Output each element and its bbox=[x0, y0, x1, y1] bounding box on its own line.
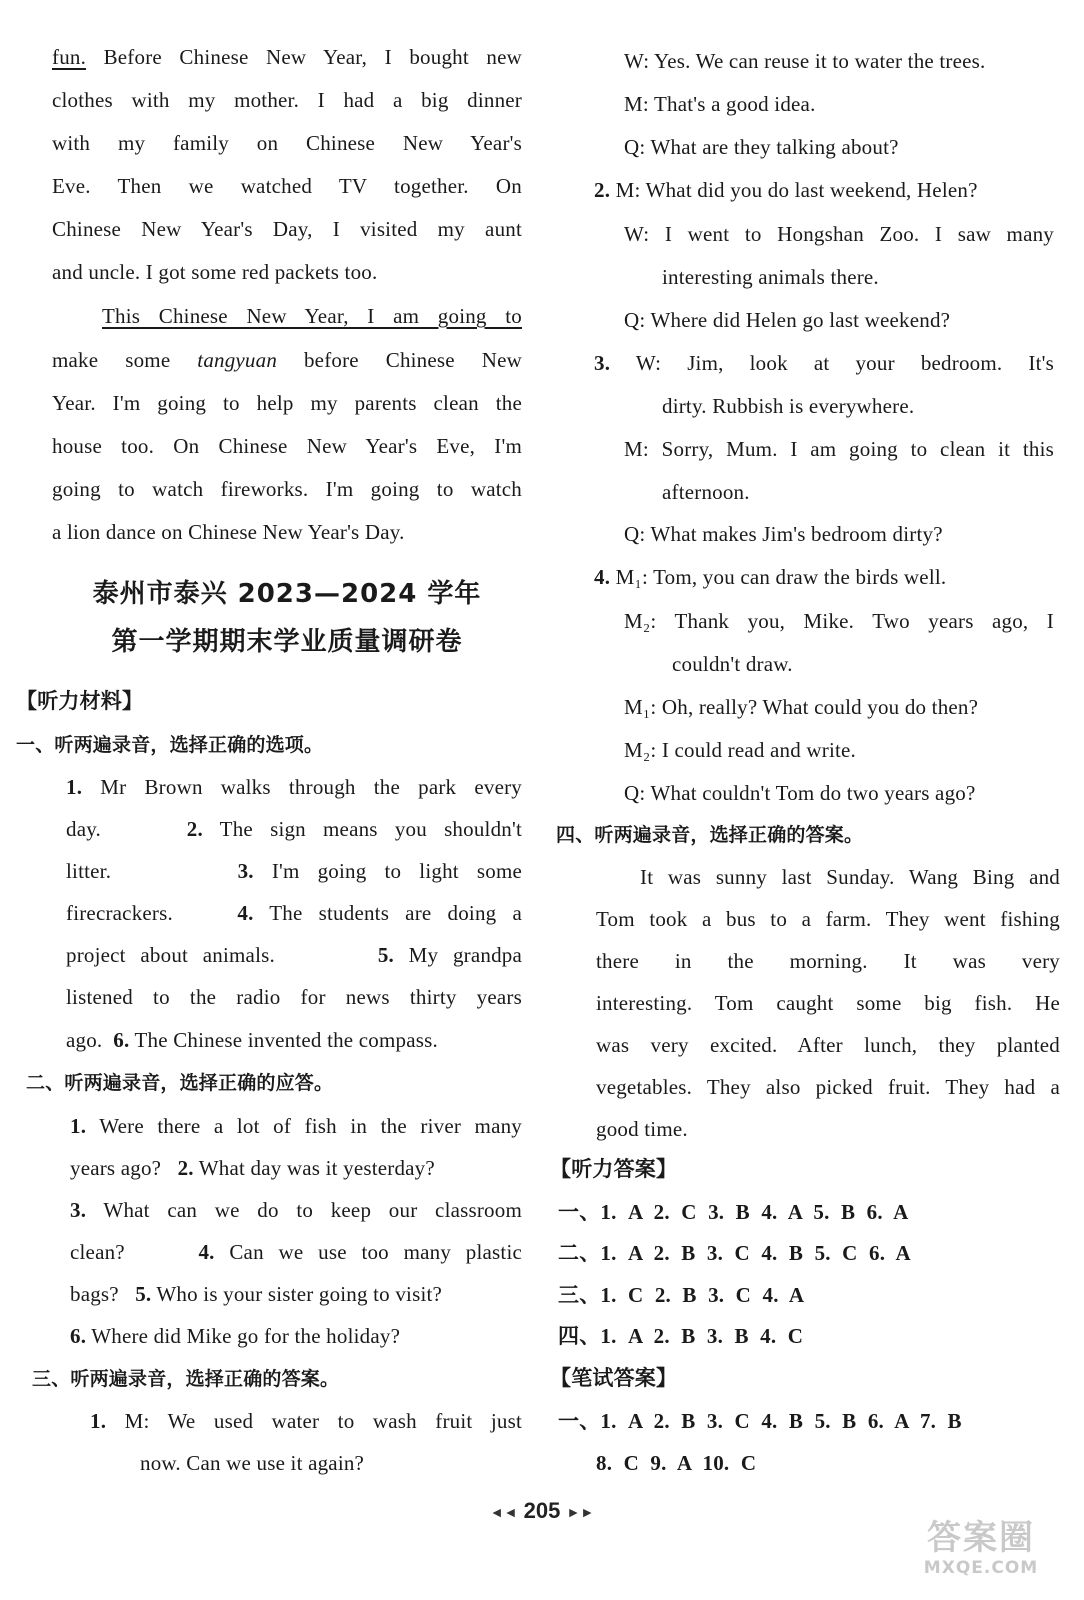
sec3-line: now. Can we use it again? bbox=[140, 1451, 365, 1475]
passage-line: there in the morning. It was very bbox=[596, 949, 1060, 973]
next-arrows-icon: ►► bbox=[566, 1504, 595, 1521]
listening-material-header: 【听力材料】 bbox=[16, 689, 144, 713]
listening-answers-header: 【听力答案】 bbox=[550, 1157, 678, 1181]
exam-title-line-2: 第一学期期末学业质量调研卷 bbox=[111, 627, 463, 657]
exam-title-line-1: 泰州市泰兴 2023—2024 学年 bbox=[92, 579, 482, 609]
page-number: 205 bbox=[523, 1498, 561, 1523]
essay-line: clothes with my mother. I had a big dinner bbox=[52, 88, 522, 112]
essay-line: Chinese New Year's Day, I visited my aunt bbox=[52, 217, 522, 241]
dialogue-line: Q: What are they talking about? bbox=[624, 135, 899, 159]
section-4-heading: 四、听两遍录音，选择正确的答案。 bbox=[556, 824, 864, 846]
watermark-logo-text: 答案圈 bbox=[927, 1518, 1035, 1558]
dialogue-line: 3. W: Jim, look at your bedroom. It's bbox=[594, 351, 1054, 375]
passage-line: vegetables. They also picked fruit. They had a bbox=[596, 1075, 1060, 1099]
answer-row: 一、1. A 2. C 3. B 4. A 5. B 6. A bbox=[558, 1200, 909, 1224]
sec3-line: 1. M: We used water to wash fruit just bbox=[90, 1409, 522, 1433]
dialogue-line: 4. M₁: Tom, you can draw the birds well. bbox=[594, 565, 947, 589]
sec1-line: 1. Mr Brown walks through the park every bbox=[66, 775, 522, 799]
essay-line: going to watch fireworks. I'm going to watch bbox=[52, 477, 522, 501]
sec1-line: litter. 3. I'm going to light some bbox=[66, 859, 522, 883]
prev-arrows-icon: ◄◄ bbox=[489, 1504, 518, 1521]
dialogue-line: W: Yes. We can reuse it to water the trees. bbox=[624, 49, 986, 73]
sec1-line: project about animals. 5. My grandpa bbox=[66, 943, 522, 967]
answer-row: 三、1. C 2. B 3. C 4. A bbox=[558, 1283, 805, 1307]
essay-line: house too. On Chinese New Year's Eve, I'm bbox=[52, 434, 522, 458]
sec2-line: years ago? 2. What day was it yesterday? bbox=[70, 1156, 435, 1180]
sec2-line: 3. What can we do to keep our classroom bbox=[70, 1198, 522, 1222]
dialogue-line: Q: What couldn't Tom do two years ago? bbox=[624, 781, 976, 805]
passage-line: Tom took a bus to a farm. They went fishing bbox=[596, 907, 1060, 931]
dialogue-line: M: That's a good idea. bbox=[624, 92, 816, 116]
watermark-domain: MXQE.COM bbox=[923, 1558, 1039, 1578]
answer-row: 一、1. A 2. B 3. C 4. B 5. B 6. A 7. B bbox=[558, 1409, 962, 1433]
passage-line: interesting. Tom caught some big fish. He bbox=[596, 991, 1060, 1015]
passage-line: good time. bbox=[596, 1117, 688, 1141]
essay-line: a lion dance on Chinese New Year's Day. bbox=[52, 520, 405, 544]
dialogue-line: M₂: Thank you, Mike. Two years ago, I bbox=[624, 609, 1054, 633]
section-2-heading: 二、听两遍录音，选择正确的应答。 bbox=[26, 1072, 334, 1094]
italic-word: tangyuan bbox=[197, 348, 278, 372]
section-1-heading: 一、听两遍录音，选择正确的选项。 bbox=[16, 734, 324, 756]
sec1-line: listened to the radio for news thirty years bbox=[66, 985, 522, 1009]
essay-line: Eve. Then we watched TV together. On bbox=[52, 174, 522, 198]
dialogue-line: W: I went to Hongshan Zoo. I saw many bbox=[624, 222, 1054, 246]
essay-underlined-word: fun. bbox=[52, 45, 87, 69]
dialogue-line: interesting animals there. bbox=[662, 265, 879, 289]
essay-line: and uncle. I got some red packets too. bbox=[52, 260, 378, 284]
dialogue-line: couldn't draw. bbox=[672, 652, 793, 676]
sec1-line: ago. 6. The Chinese invented the compass. bbox=[66, 1028, 438, 1052]
answer-row: 四、1. A 2. B 3. B 4. C bbox=[558, 1324, 804, 1348]
dialogue-line: M: Sorry, Mum. I am going to clean it this bbox=[624, 437, 1054, 461]
sec2-line: 1. Were there a lot of fish in the river many bbox=[70, 1114, 522, 1138]
essay-line: with my family on Chinese New Year's bbox=[52, 131, 522, 155]
dialogue-line: M₂: I could read and write. bbox=[624, 738, 856, 762]
answer-row: 二、1. A 2. B 3. C 4. B 5. C 6. A bbox=[558, 1241, 911, 1265]
sec2-line: clean? 4. Can we use too many plastic bbox=[70, 1240, 523, 1264]
answer-row: 8. C 9. A 10. C bbox=[596, 1451, 757, 1475]
dialogue-line: M₁: Oh, really? What could you do then? bbox=[624, 695, 979, 719]
dialogue-line: afternoon. bbox=[662, 480, 750, 504]
essay-line: make some tangyuan before Chinese New bbox=[52, 348, 522, 372]
essay-line: Year. I'm going to help my parents clean the bbox=[52, 391, 522, 415]
sec2-line: 6. Where did Mike go for the holiday? bbox=[70, 1324, 401, 1348]
dialogue-line: Q: What makes Jim's bedroom dirty? bbox=[624, 522, 943, 546]
written-answers-header: 【笔试答案】 bbox=[550, 1366, 678, 1390]
sec1-line: firecrackers. 4. The students are doing a bbox=[66, 901, 522, 925]
dialogue-line: 2. M: What did you do last weekend, Helen? bbox=[594, 178, 978, 202]
passage-line: It was sunny last Sunday. Wang Bing and bbox=[640, 865, 1060, 889]
section-3-heading: 三、听两遍录音，选择正确的答案。 bbox=[32, 1368, 340, 1390]
dialogue-line: Q: Where did Helen go last weekend? bbox=[624, 308, 951, 332]
site-watermark bbox=[906, 1518, 1056, 1582]
essay-underlined-line: This Chinese New Year, I am going to bbox=[102, 304, 522, 328]
passage-line: was very excited. After lunch, they planted bbox=[596, 1033, 1060, 1057]
sec1-line: day. 2. The sign means you shouldn't bbox=[66, 817, 522, 841]
sec2-line: bags? 5. Who is your sister going to visit? bbox=[70, 1282, 443, 1306]
dialogue-line: dirty. Rubbish is everywhere. bbox=[662, 394, 915, 418]
essay-line: fun. Before Chinese New Year, I bought new bbox=[52, 45, 522, 69]
